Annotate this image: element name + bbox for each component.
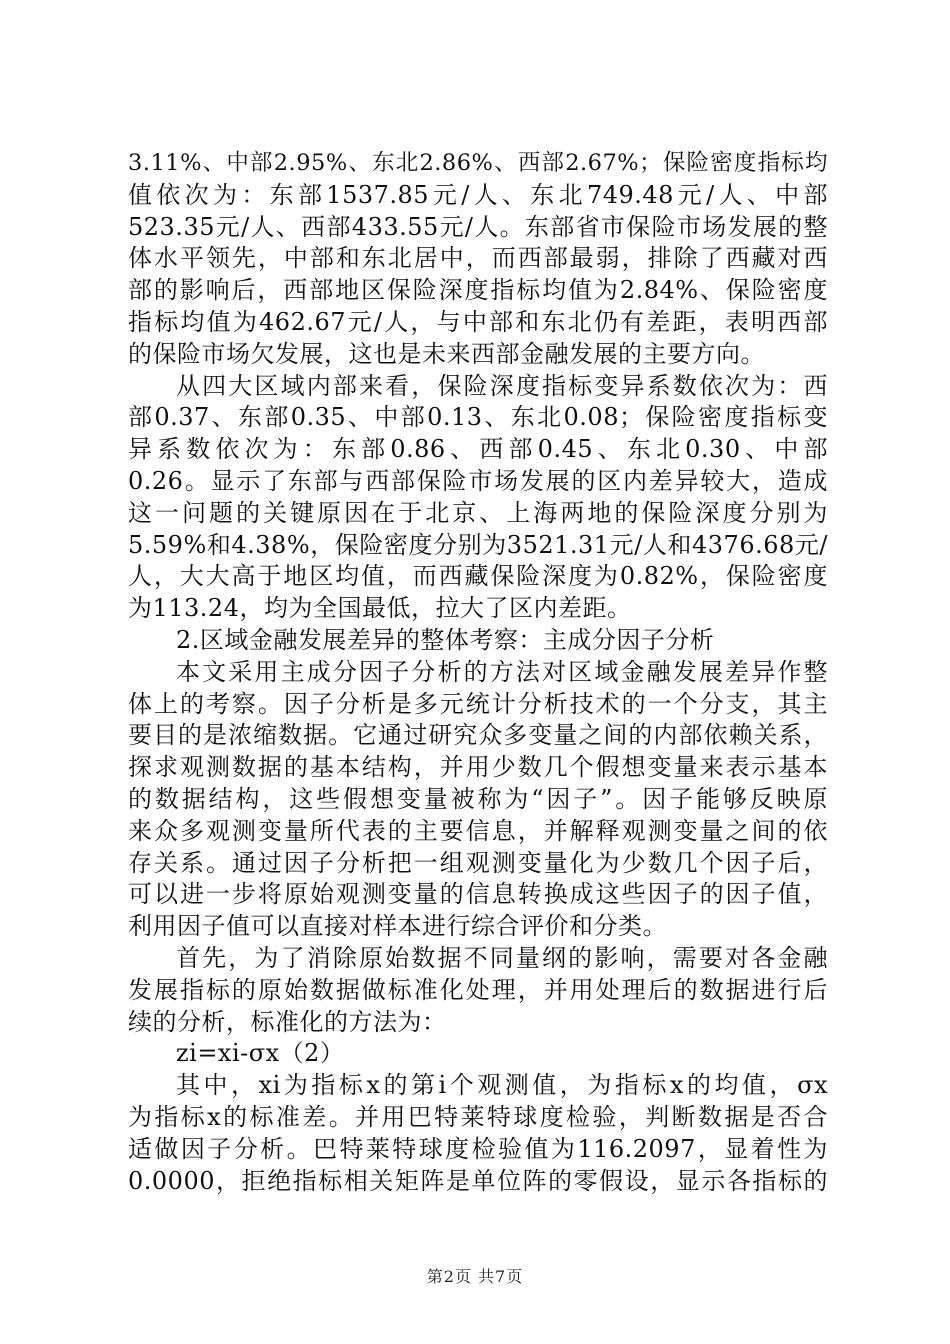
text-line: 探求观测数据的基本结构，并用少数几个假想变量来表示基本 — [128, 753, 828, 782]
text-line: 部0.37、东部0.35、中部0.13、东北0.08；保险密度指标变 — [128, 403, 828, 432]
text-line: 发展指标的原始数据做标准化处理，并用处理后的数据进行后 — [128, 975, 828, 1004]
text-line: 体水平领先，中部和东北居中，而西部最弱，排除了西藏对西 — [128, 244, 828, 273]
text-line: 体上的考察。因子分析是多元统计分析技术的一个分支，其主 — [128, 689, 828, 718]
text-line: 续的分析，标准化的方法为： — [128, 1007, 447, 1036]
text-line: 利用因子值可以直接对样本进行综合评价和分类。 — [128, 912, 667, 941]
text-line: 部的影响后，西部地区保险深度指标均值为2.84%、保险密度 — [128, 276, 828, 305]
text-line: 适做因子分析。巴特莱特球度检验值为116.2097，显着性为 — [128, 1134, 828, 1163]
text-line: 从四大区域内部来看，保险深度指标变异系数依次为：西 — [176, 371, 828, 400]
text-line: 人，大大高于地区均值，而西藏保险深度为0.82%，保险密度 — [128, 562, 828, 591]
body-text — [128, 148, 828, 1197]
page-footer: 第2页 共7页 — [426, 1267, 524, 1286]
text-line: 为指标x的标准差。并用巴特莱特球度检验，判断数据是否合 — [128, 1102, 828, 1131]
text-line: 存关系。通过因子分析把一组观测变量化为少数几个因子后， — [128, 848, 828, 877]
text-line: 这一问题的关键原因在于北京、上海两地的保险深度分别为 — [128, 498, 828, 527]
text-line: 可以进一步将原始观测变量的信息转换成这些因子的因子值， — [128, 880, 828, 909]
text-line: 的保险市场欠发展，这也是未来西部金融发展的主要方向。 — [128, 339, 765, 368]
text-line: 其中，xi为指标x的第i个观测值，为指标x的均值，σx — [176, 1071, 828, 1100]
text-line: 为113.24，均为全国最低，拉大了区内差距。 — [128, 594, 632, 623]
text-line: 本文采用主成分因子分析的方法对区域金融发展差异作整 — [176, 657, 828, 686]
text-line: zi=xi-σx（2） — [176, 1039, 345, 1068]
text-line: 来众多观测变量所代表的主要信息，并解释观测变量之间的依 — [128, 816, 828, 845]
text-line: 首先，为了消除原始数据不同量纲的影响，需要对各金融 — [176, 943, 828, 972]
text-line: 要目的是浓缩数据。它通过研究众多变量之间的内部依赖关系， — [128, 721, 828, 750]
text-line: 0.26。显示了东部与西部保险市场发展的区内差异较大，造成 — [128, 466, 828, 495]
text-line: 的数据结构，这些假想变量被称为“因子”。因子能够反映原 — [128, 784, 828, 813]
text-line: 5.59%和4.38%，保险密度分别为3521.31元/人和4376.68元/ — [128, 530, 828, 559]
text-line: 523.35元/人、西部433.55元/人。东部省市保险市场发展的整 — [128, 212, 828, 241]
text-line: 3.11%、中部2.95%、东北2.86%、西部2.67%；保险密度指标均 — [128, 150, 828, 176]
text-line: 2.区域金融发展差异的整体考察：主成分因子分析 — [176, 625, 715, 654]
text-line: 指标均值为462.67元/人，与中部和东北仍有差距，表明西部 — [128, 307, 828, 336]
text-line: 0.0000，拒绝指标相关矩阵是单位阵的零假设，显示各指标的 — [128, 1166, 828, 1195]
text-line: 值依次为：东部1537.85元/人、东北749.48元/人、中部 — [128, 180, 828, 209]
text-line: 异系数依次为：东部0.86、西部0.45、东北0.30、中部 — [128, 435, 828, 464]
